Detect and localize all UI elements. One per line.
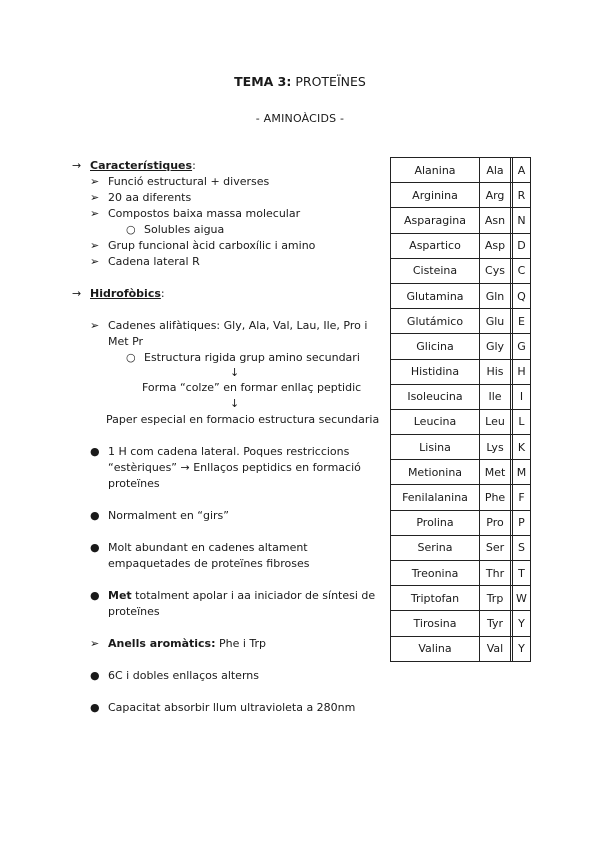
amino-abbr1-cell: N [513, 208, 531, 233]
amino-abbr1-cell: T [513, 561, 531, 586]
list-item: ● Molt abundant en cadenes altament [90, 541, 308, 554]
table-row [391, 586, 531, 611]
table-row [391, 258, 531, 283]
list-item: ➢ Compostos baixa massa molecular [90, 207, 301, 220]
list-item: ● Met totalment apolar i aa iniciador de síntesi de [90, 589, 376, 602]
amino-abbr1-cell: M [513, 460, 531, 485]
table-row [391, 158, 531, 183]
amino-abbr3-cell: Ser [480, 535, 511, 560]
list-item-continuation: proteïnes [108, 477, 160, 490]
amino-abbr1-cell: W [513, 586, 531, 611]
dot-bullet-icon: ● [90, 445, 100, 458]
table-row [391, 334, 531, 359]
amino-name-cell: Fenilalanina [391, 485, 480, 510]
table-row [391, 561, 531, 586]
list-item: ● 1 H com cadena lateral. Poques restriccions [90, 445, 350, 458]
amino-abbr1-cell: G [513, 334, 531, 359]
arrowhead-bullet-icon: ➢ [90, 319, 100, 332]
colze-text: Forma “colze” en formar enllaç peptidic [142, 381, 362, 394]
amino-abbr3-cell: Arg [480, 183, 511, 208]
amino-abbr1-cell: L [513, 409, 531, 434]
table-row [391, 359, 531, 384]
table-row [391, 611, 531, 636]
amino-abbr3-cell: Glu [480, 309, 511, 334]
amino-name-cell: Aspartico [391, 233, 480, 258]
amino-abbr3-cell: Asp [480, 233, 511, 258]
dot-bullet-icon: ● [90, 701, 100, 714]
amino-abbr3-cell: Lys [480, 435, 511, 460]
heading-text: Hidrofòbics [90, 287, 161, 300]
amino-abbr3-cell: Tyr [480, 611, 511, 636]
amino-name-cell: Glutamina [391, 283, 480, 308]
table-row [391, 384, 531, 409]
amino-abbr3-cell: Val [480, 636, 511, 661]
amino-abbr3-cell: Gln [480, 283, 511, 308]
amino-name-cell: Histidina [391, 359, 480, 384]
dot-bullet-icon: ● [90, 541, 100, 554]
dot-bullet-icon: ● [90, 669, 100, 682]
amino-abbr3-cell: Ala [480, 158, 511, 183]
list-item-continuation: Met Pr [108, 335, 144, 348]
down-arrow-icon: ↓ [230, 366, 240, 379]
arrowhead-bullet-icon: ➢ [90, 637, 100, 650]
table-row [391, 435, 531, 460]
down-arrow-icon: ↓ [230, 397, 240, 410]
amino-abbr1-cell: R [513, 183, 531, 208]
list-item-continuation: empaquetades de proteïnes fibroses [108, 557, 310, 570]
arrowhead-bullet-icon: ➢ [90, 191, 100, 204]
amino-abbr3-cell: Cys [480, 258, 511, 283]
amino-name-cell: Glicina [391, 334, 480, 359]
right-arrow-icon: → [72, 159, 82, 172]
amino-abbr1-cell: S [513, 535, 531, 560]
page-subtitle: - AMINOÀCIDS - [255, 112, 345, 125]
heading-text: Característiques [90, 159, 193, 172]
amino-abbr1-cell: P [513, 510, 531, 535]
amino-name-cell: Triptofan [391, 586, 480, 611]
table-row [391, 636, 531, 661]
amino-abbr1-cell: K [513, 435, 531, 460]
table-row [391, 460, 531, 485]
table-row [391, 208, 531, 233]
table-row [391, 535, 531, 560]
list-item: ➢ 20 aa diferents [90, 191, 192, 204]
amino-name-cell: Leucina [391, 409, 480, 434]
list-item: ➢ Funció estructural + diverses [90, 175, 270, 188]
amino-abbr1-cell: I [513, 384, 531, 409]
table-row [391, 485, 531, 510]
amino-abbr3-cell: Asn [480, 208, 511, 233]
amino-abbr3-cell: Trp [480, 586, 511, 611]
arrowhead-bullet-icon: ➢ [90, 255, 100, 268]
amino-name-cell: Treonina [391, 561, 480, 586]
section-caracteristiques-heading: → Característiques: [72, 159, 196, 172]
table-row [391, 183, 531, 208]
amino-name-cell: Tirosina [391, 611, 480, 636]
table-row [391, 233, 531, 258]
amino-abbr3-cell: His [480, 359, 511, 384]
title-text: PROTEÏNES [291, 74, 366, 89]
amino-abbr3-cell: Pro [480, 510, 511, 535]
amino-abbr1-cell: D [513, 233, 531, 258]
amino-abbr3-cell: Leu [480, 409, 511, 434]
amino-abbr1-cell: Q [513, 283, 531, 308]
amino-name-cell: Serina [391, 535, 480, 560]
amino-abbr3-cell: Phe [480, 485, 511, 510]
amino-name-cell: Lisina [391, 435, 480, 460]
amino-abbr3-cell: Ile [480, 384, 511, 409]
dot-bullet-icon: ● [90, 589, 100, 602]
list-item: ● 6C i dobles enllaços alterns [90, 669, 259, 682]
paper-text: Paper especial en formacio estructura secundaria [106, 413, 380, 426]
amino-name-cell: Isoleucina [391, 384, 480, 409]
page-title [0, 74, 600, 89]
amino-name-cell: Arginina [391, 183, 480, 208]
section-hidrofobics-heading: → Hidrofòbics: [72, 287, 165, 300]
list-item: ➢ Cadenes alifàtiques: Gly, Ala, Val, Lau, Ile, Pro i [90, 319, 368, 332]
amino-name-cell: Prolina [391, 510, 480, 535]
arrowhead-bullet-icon: ➢ [90, 239, 100, 252]
right-arrow-icon: → [72, 287, 82, 300]
list-item: ● Normalment en “girs” [90, 509, 229, 522]
amino-abbr1-cell: A [513, 158, 531, 183]
amino-name-cell: Cisteina [391, 258, 480, 283]
amino-acid-table [390, 157, 531, 662]
arrowhead-bullet-icon: ➢ [90, 175, 100, 188]
table-row [391, 309, 531, 334]
title-topic: TEMA 3: [234, 74, 292, 89]
amino-abbr1-cell: F [513, 485, 531, 510]
list-item: ➢ Grup funcional àcid carboxílic i amino [90, 239, 316, 252]
list-item: ➢ Anells aromàtics: Phe i Trp [90, 637, 267, 650]
amino-abbr3-cell: Gly [480, 334, 511, 359]
table-row [391, 510, 531, 535]
list-item: ● Capacitat absorbir llum ultravioleta a 280nm [90, 701, 356, 714]
list-item: ➢ Cadena lateral R [90, 255, 200, 268]
dot-bullet-icon: ● [90, 509, 100, 522]
amino-abbr3-cell: Thr [480, 561, 511, 586]
amino-name-cell: Asparagina [391, 208, 480, 233]
amino-name-cell: Valina [391, 636, 480, 661]
amino-abbr1-cell: Y [513, 611, 531, 636]
table-row [391, 409, 531, 434]
amino-abbr1-cell: E [513, 309, 531, 334]
arrowhead-bullet-icon: ➢ [90, 207, 100, 220]
table-row [391, 283, 531, 308]
amino-name-cell: Metionina [391, 460, 480, 485]
list-subitem: ○ Estructura rigida grup amino secundari [126, 351, 360, 364]
amino-name-cell: Alanina [391, 158, 480, 183]
circle-bullet-icon: ○ [126, 351, 136, 364]
amino-name-cell: Glutámico [391, 309, 480, 334]
amino-abbr1-cell: Y [513, 636, 531, 661]
amino-abbr1-cell: C [513, 258, 531, 283]
list-item-continuation: “estèriques” → Enllaços peptidics en formació [108, 461, 361, 474]
list-item-continuation: proteïnes [108, 605, 160, 618]
circle-bullet-icon: ○ [126, 223, 136, 236]
list-subitem: ○ Solubles aigua [126, 223, 225, 236]
amino-abbr3-cell: Met [480, 460, 511, 485]
amino-abbr1-cell: H [513, 359, 531, 384]
